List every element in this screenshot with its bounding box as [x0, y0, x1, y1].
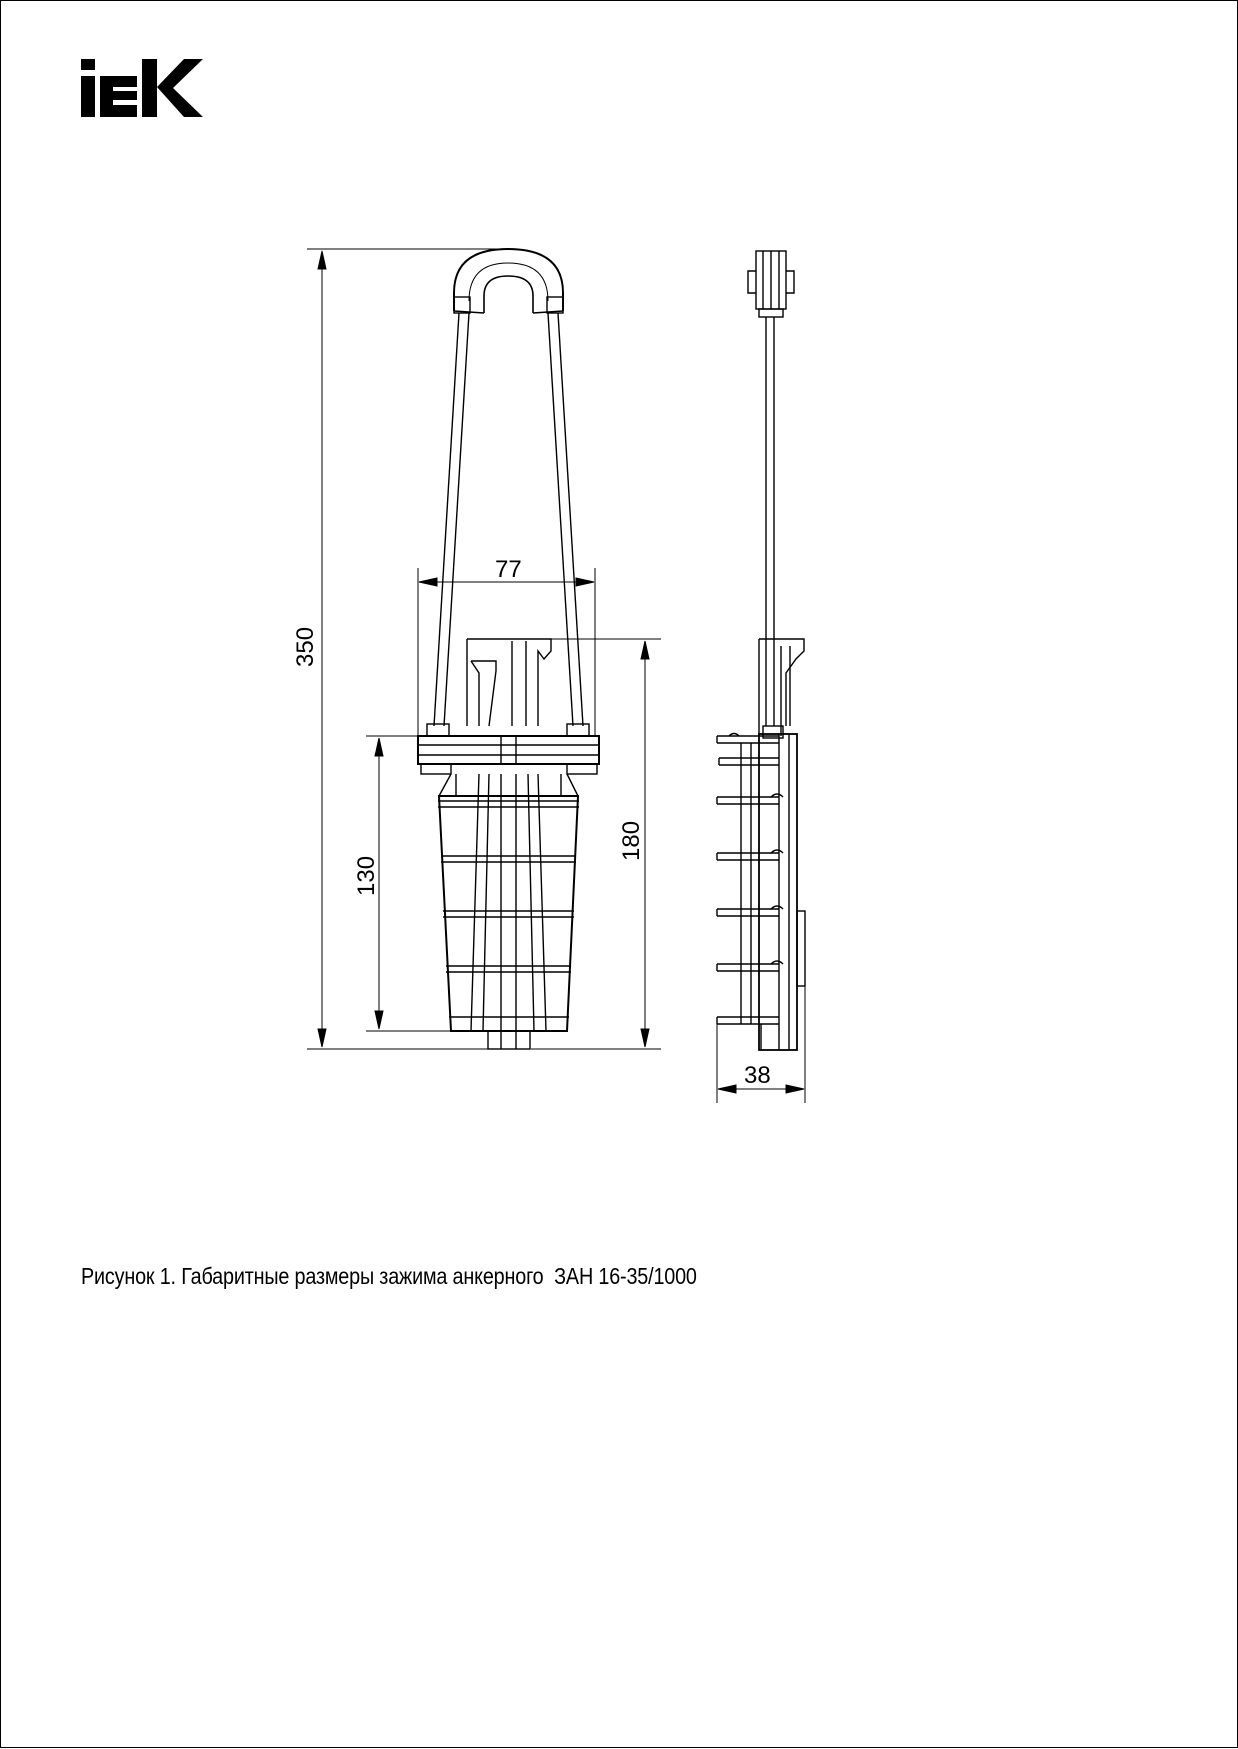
- side-cable: [766, 317, 774, 726]
- dim-width-label: 77: [495, 556, 522, 583]
- dim-body-height-label: 130: [353, 855, 380, 896]
- dim-depth-label: 38: [744, 1062, 771, 1089]
- technical-drawing: [1, 1, 1238, 1749]
- figure-caption: Рисунок 1. Габаритные размеры зажима анкерного ЗАН 16-35/1000: [81, 1263, 697, 1289]
- front-cable-right: [548, 313, 583, 726]
- side-view: [717, 251, 805, 1103]
- dim-overall-height-label: 350: [292, 626, 319, 667]
- front-view: [292, 249, 661, 1049]
- side-hook: [748, 251, 794, 317]
- front-wedge-top: [467, 639, 551, 726]
- dim-overall-height: [307, 249, 506, 1049]
- dim-bracket-height-label: 180: [618, 820, 645, 861]
- front-cable-left: [434, 313, 469, 726]
- front-clamp-plate: [418, 724, 599, 774]
- side-back-plate: [759, 726, 805, 1050]
- front-hook: [454, 249, 563, 313]
- side-fins: [717, 734, 783, 1051]
- front-cone-ribs: [438, 801, 579, 1017]
- front-cone-body: [438, 774, 579, 1049]
